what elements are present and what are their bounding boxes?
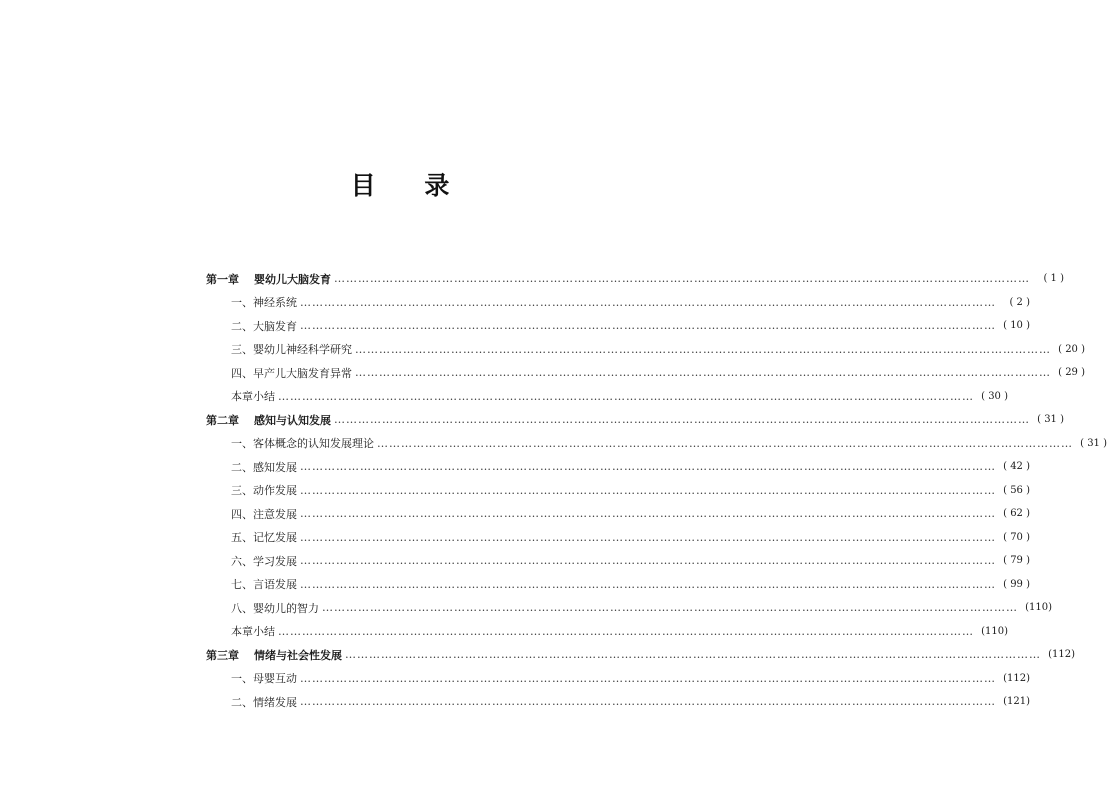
toc-section <box>206 291 1030 315</box>
section-title: 一、客体概念的认知发展理论 <box>231 437 374 451</box>
page-number: ( 10 ) <box>1003 320 1030 332</box>
chapter-number: 第二章 <box>206 413 239 427</box>
toc-section <box>206 620 1008 644</box>
leader-dots: ………………………………………………………………………………………………………………………………………………………… <box>377 436 1073 450</box>
page-number: ( 56 ) <box>1003 484 1030 496</box>
page-number: ( 70 ) <box>1003 531 1030 543</box>
toc-section <box>206 338 1085 362</box>
section-title: 本章小结 <box>231 625 275 639</box>
leader-dots: ………………………………………………………………………………………………………………………………………………………… <box>322 601 1018 615</box>
toc-section <box>206 549 1030 573</box>
page-number: ( 30 ) <box>981 390 1008 402</box>
page-number: ( 79 ) <box>1003 555 1030 567</box>
section-title: 本章小结 <box>231 390 275 404</box>
page-number: ( 99 ) <box>1003 578 1030 590</box>
section-title: 二、感知发展 <box>231 460 297 474</box>
toc-entry-title <box>206 412 331 428</box>
page-number: ( 31 ) <box>1080 437 1107 449</box>
page-number: (110) <box>981 625 1008 637</box>
leader-dots: ………………………………………………………………………………………………………………………………………………………… <box>300 695 996 709</box>
leader-dots: ………………………………………………………………………………………………………………………………………………………… <box>300 460 996 474</box>
chapter-title: 感知与认知发展 <box>254 413 331 427</box>
toc-section <box>206 667 1030 691</box>
section-title: 五、记忆发展 <box>231 531 297 545</box>
section-title: 四、早产儿大脑发育异常 <box>231 366 352 380</box>
leader-dots: ………………………………………………………………………………………………………………………………………………………… <box>300 483 996 497</box>
toc-chapter-2 <box>206 408 1064 432</box>
leader-dots: ………………………………………………………………………………………………………………………………………………………… <box>300 554 996 568</box>
page-number: (121) <box>1003 696 1030 708</box>
toc-section <box>206 573 1030 597</box>
section-title: 三、婴幼儿神经科学研究 <box>231 343 352 357</box>
section-title: 二、大脑发育 <box>231 319 297 333</box>
page-number: ( 31 ) <box>1037 414 1064 426</box>
leader-dots: ………………………………………………………………………………………………………………………………………………………… <box>345 648 1041 662</box>
chapter-title: 婴幼儿大脑发育 <box>254 272 331 286</box>
page-number: ( 1 ) <box>1043 273 1064 285</box>
section-title: 一、神经系统 <box>231 296 297 310</box>
leader-dots: ………………………………………………………………………………………………………………………………………………………… <box>334 413 1030 427</box>
leader-dots: ………………………………………………………………………………………………………………………………………………………… <box>300 577 996 591</box>
toc-section <box>206 690 1030 714</box>
toc-section <box>206 432 1107 456</box>
leader-dots: ………………………………………………………………………………………………………………………………………………………… <box>300 507 996 521</box>
page-number: ( 29 ) <box>1058 367 1085 379</box>
chapter-number: 第三章 <box>206 648 239 662</box>
leader-dots: ………………………………………………………………………………………………………………………………………………………… <box>278 389 974 403</box>
page-title: 目 录 <box>350 171 470 200</box>
toc-section <box>206 455 1030 479</box>
leader-dots: ………………………………………………………………………………………………………………………………………………………… <box>278 624 974 638</box>
section-title: 六、学习发展 <box>231 554 297 568</box>
toc-section <box>206 385 1008 409</box>
page-number: (112) <box>1048 649 1075 661</box>
leader-dots: ………………………………………………………………………………………………………………………………………………………… <box>334 272 1030 286</box>
leader-dots: ………………………………………………………………………………………………………………………………………………………… <box>300 295 996 309</box>
toc-section <box>206 596 1052 620</box>
toc-section <box>206 361 1085 385</box>
toc-entry-title <box>206 271 331 287</box>
chapter-number: 第一章 <box>206 272 239 286</box>
section-title: 二、情绪发展 <box>231 695 297 709</box>
leader-dots: ………………………………………………………………………………………………………………………………………………………… <box>355 366 1051 380</box>
page-number: ( 2 ) <box>1009 296 1030 308</box>
section-title: 四、注意发展 <box>231 507 297 521</box>
toc-entry-title <box>206 647 342 663</box>
leader-dots: ………………………………………………………………………………………………………………………………………………………… <box>355 342 1051 356</box>
page-number: ( 20 ) <box>1058 343 1085 355</box>
toc-section <box>206 314 1030 338</box>
section-title: 八、婴幼儿的智力 <box>231 601 319 615</box>
section-title: 一、母婴互动 <box>231 672 297 686</box>
leader-dots: ………………………………………………………………………………………………………………………………………………………… <box>300 530 996 544</box>
page-number: (110) <box>1025 602 1052 614</box>
toc-section <box>206 479 1030 503</box>
toc-chapter-3 <box>206 643 1075 667</box>
leader-dots: ………………………………………………………………………………………………………………………………………………………… <box>300 319 996 333</box>
section-title: 三、动作发展 <box>231 484 297 498</box>
toc-chapter-1 <box>206 267 1064 291</box>
chapter-title: 情绪与社会性发展 <box>254 648 342 662</box>
page-number: (112) <box>1003 672 1030 684</box>
toc-section <box>206 502 1030 526</box>
page-number: ( 62 ) <box>1003 508 1030 520</box>
toc-section <box>206 526 1030 550</box>
leader-dots: ………………………………………………………………………………………………………………………………………………………… <box>300 671 996 685</box>
table-of-contents <box>206 267 1107 714</box>
section-title: 七、言语发展 <box>231 578 297 592</box>
page-number: ( 42 ) <box>1003 461 1030 473</box>
